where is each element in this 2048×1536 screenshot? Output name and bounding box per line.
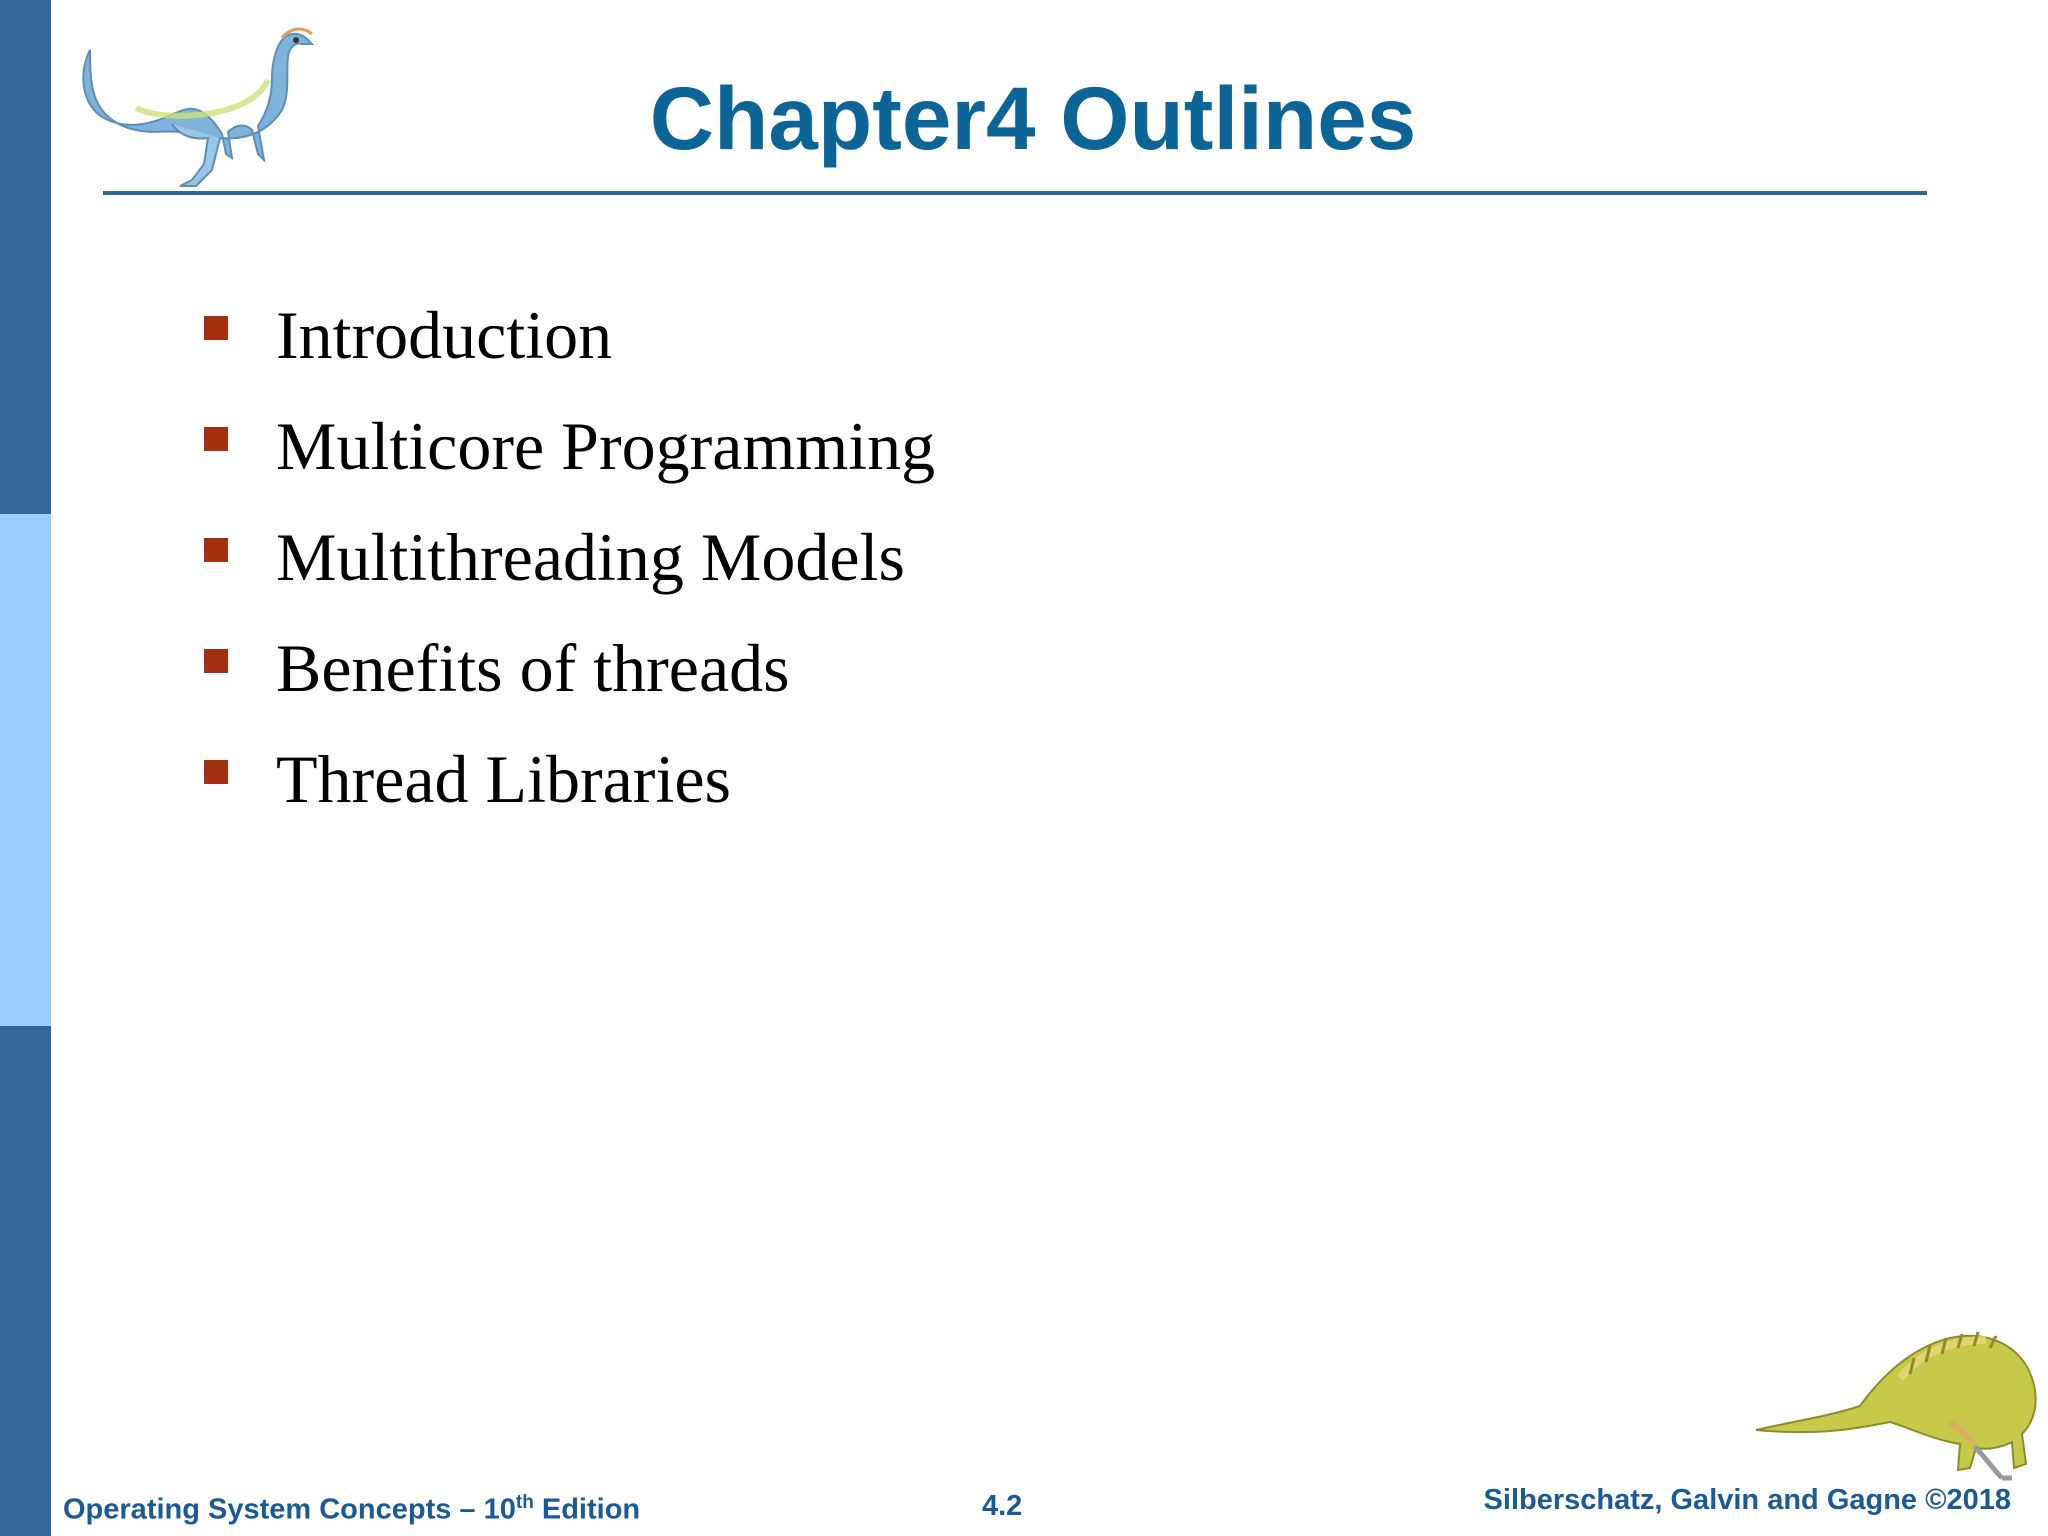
list-item [204,724,935,835]
bullet-text: Multicore Programming [276,408,936,484]
sidebar-light-band [0,514,51,1026]
square-bullet-icon [204,760,228,784]
square-bullet-icon [204,316,228,340]
footer-book-title-suffix: Edition [533,1493,641,1526]
square-bullet-icon [204,649,228,673]
square-bullet-icon [204,427,228,451]
footer-book-title-prefix: Operating System Concepts – 10 [63,1493,516,1526]
dinosaur-bottom-right-icon [1750,1318,2040,1486]
bullet-text: Benefits of threads [276,630,790,706]
bullet-text: Multithreading Models [276,519,905,595]
bullet-text: Thread Libraries [276,741,731,817]
footer-authors: Silberschatz, Galvin and Gagne ©2018 [1483,1484,2011,1516]
square-bullet-icon [204,538,228,562]
list-item [204,391,935,502]
list-item [204,613,935,724]
footer-page-number: 4.2 [982,1490,1023,1522]
footer-book-title-sup: th [515,1492,534,1513]
footer-book-title [63,1492,640,1527]
bullet-text: Introduction [276,297,613,373]
slide-title: Chapter4 Outlines [649,68,1417,168]
list-item [204,502,935,613]
bullet-list [204,280,935,835]
left-sidebar-stripe [0,0,51,1536]
title-divider [103,191,1927,195]
list-item [204,280,935,391]
